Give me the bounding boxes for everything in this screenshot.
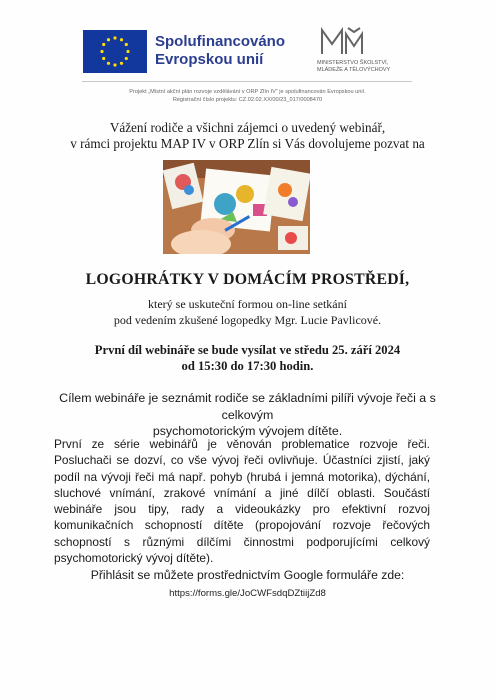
project-note: [80, 88, 415, 104]
intro-line: který se uskuteční formou on-line setkání: [148, 297, 347, 311]
webinar-description: První ze série webinářů je věnován problematice rozvoje řeči. Posluchači se dozví, co vše vývoj řeči ovlivňuje. Účastníci zjistí, jaký podíl na vývoji řeči má např. pohyb (hrubá i jemná motorika), dýchání, sluchové vnímání, zrakové vnímání a jiné dílčí oblasti. Součástí webináře jsou tipy, rady a videoukázky pro efektivní rozvoj komunikačních schopností dítěte (propojování rozvoje řečových schopností s různými dílčími činnostmi podporujícími celkový psychomotorický vývoj dítěte).: [54, 437, 430, 566]
eu-logo-text: Spolufinancováno Evropskou unií: [155, 33, 286, 68]
greeting-line: Vážení rodiče a všichni zájemci o uvedený webinář,: [109, 120, 386, 135]
ministry-logo: [318, 24, 366, 60]
children-drawing-photo: [163, 160, 310, 254]
header-divider: [82, 81, 412, 82]
webinar-title: LOGOHRÁTKY V DOMÁCÍM PROSTŘEDÍ,: [85, 271, 410, 288]
project-note-line: Projekt „Místní akční plán rozvoje vzdělávání v ORP Zlín IV“ je spolufinancován Evropskou unií.: [129, 89, 366, 95]
eu-flag-logo: [83, 30, 147, 73]
webinar-goal: [55, 390, 440, 440]
intro-line: pod vedením zkušené logopedky Mgr. Lucie Pavlicové.: [113, 313, 382, 327]
webinar-date: [40, 342, 455, 374]
signup-text: Přihlásit se můžete prostřednictvím Google formuláře zde:: [90, 568, 405, 582]
time-line: od 15:30 do 17:30 hodin.: [181, 359, 314, 373]
greeting: [40, 120, 455, 152]
signup-link[interactable]: https://forms.gle/JoCWFsdqDZtiijZd8: [169, 588, 326, 599]
goal-line: Cílem webináře je seznámit rodiče se základními pilíři vývoje řeči a s celkovým: [59, 391, 436, 422]
intro-text: [40, 296, 455, 328]
greeting-line: v rámci projektu MAP IV v ORP Zlín si Vás dovolujeme pozvat na: [70, 136, 425, 151]
ministry-logo-text: MINISTERSTVO ŠKOLSTVÍ, MLÁDEŽE A TĚLOVÝCHOVY: [317, 60, 391, 73]
goal-line: psychomotorickým vývojem dítěte.: [152, 424, 343, 438]
registration-number: Registrační číslo projektu: CZ.02.02.XX/00/23_017/0008470: [172, 97, 323, 103]
date-line: První díl webináře se bude vysílat ve středu 25. září 2024: [94, 343, 401, 357]
